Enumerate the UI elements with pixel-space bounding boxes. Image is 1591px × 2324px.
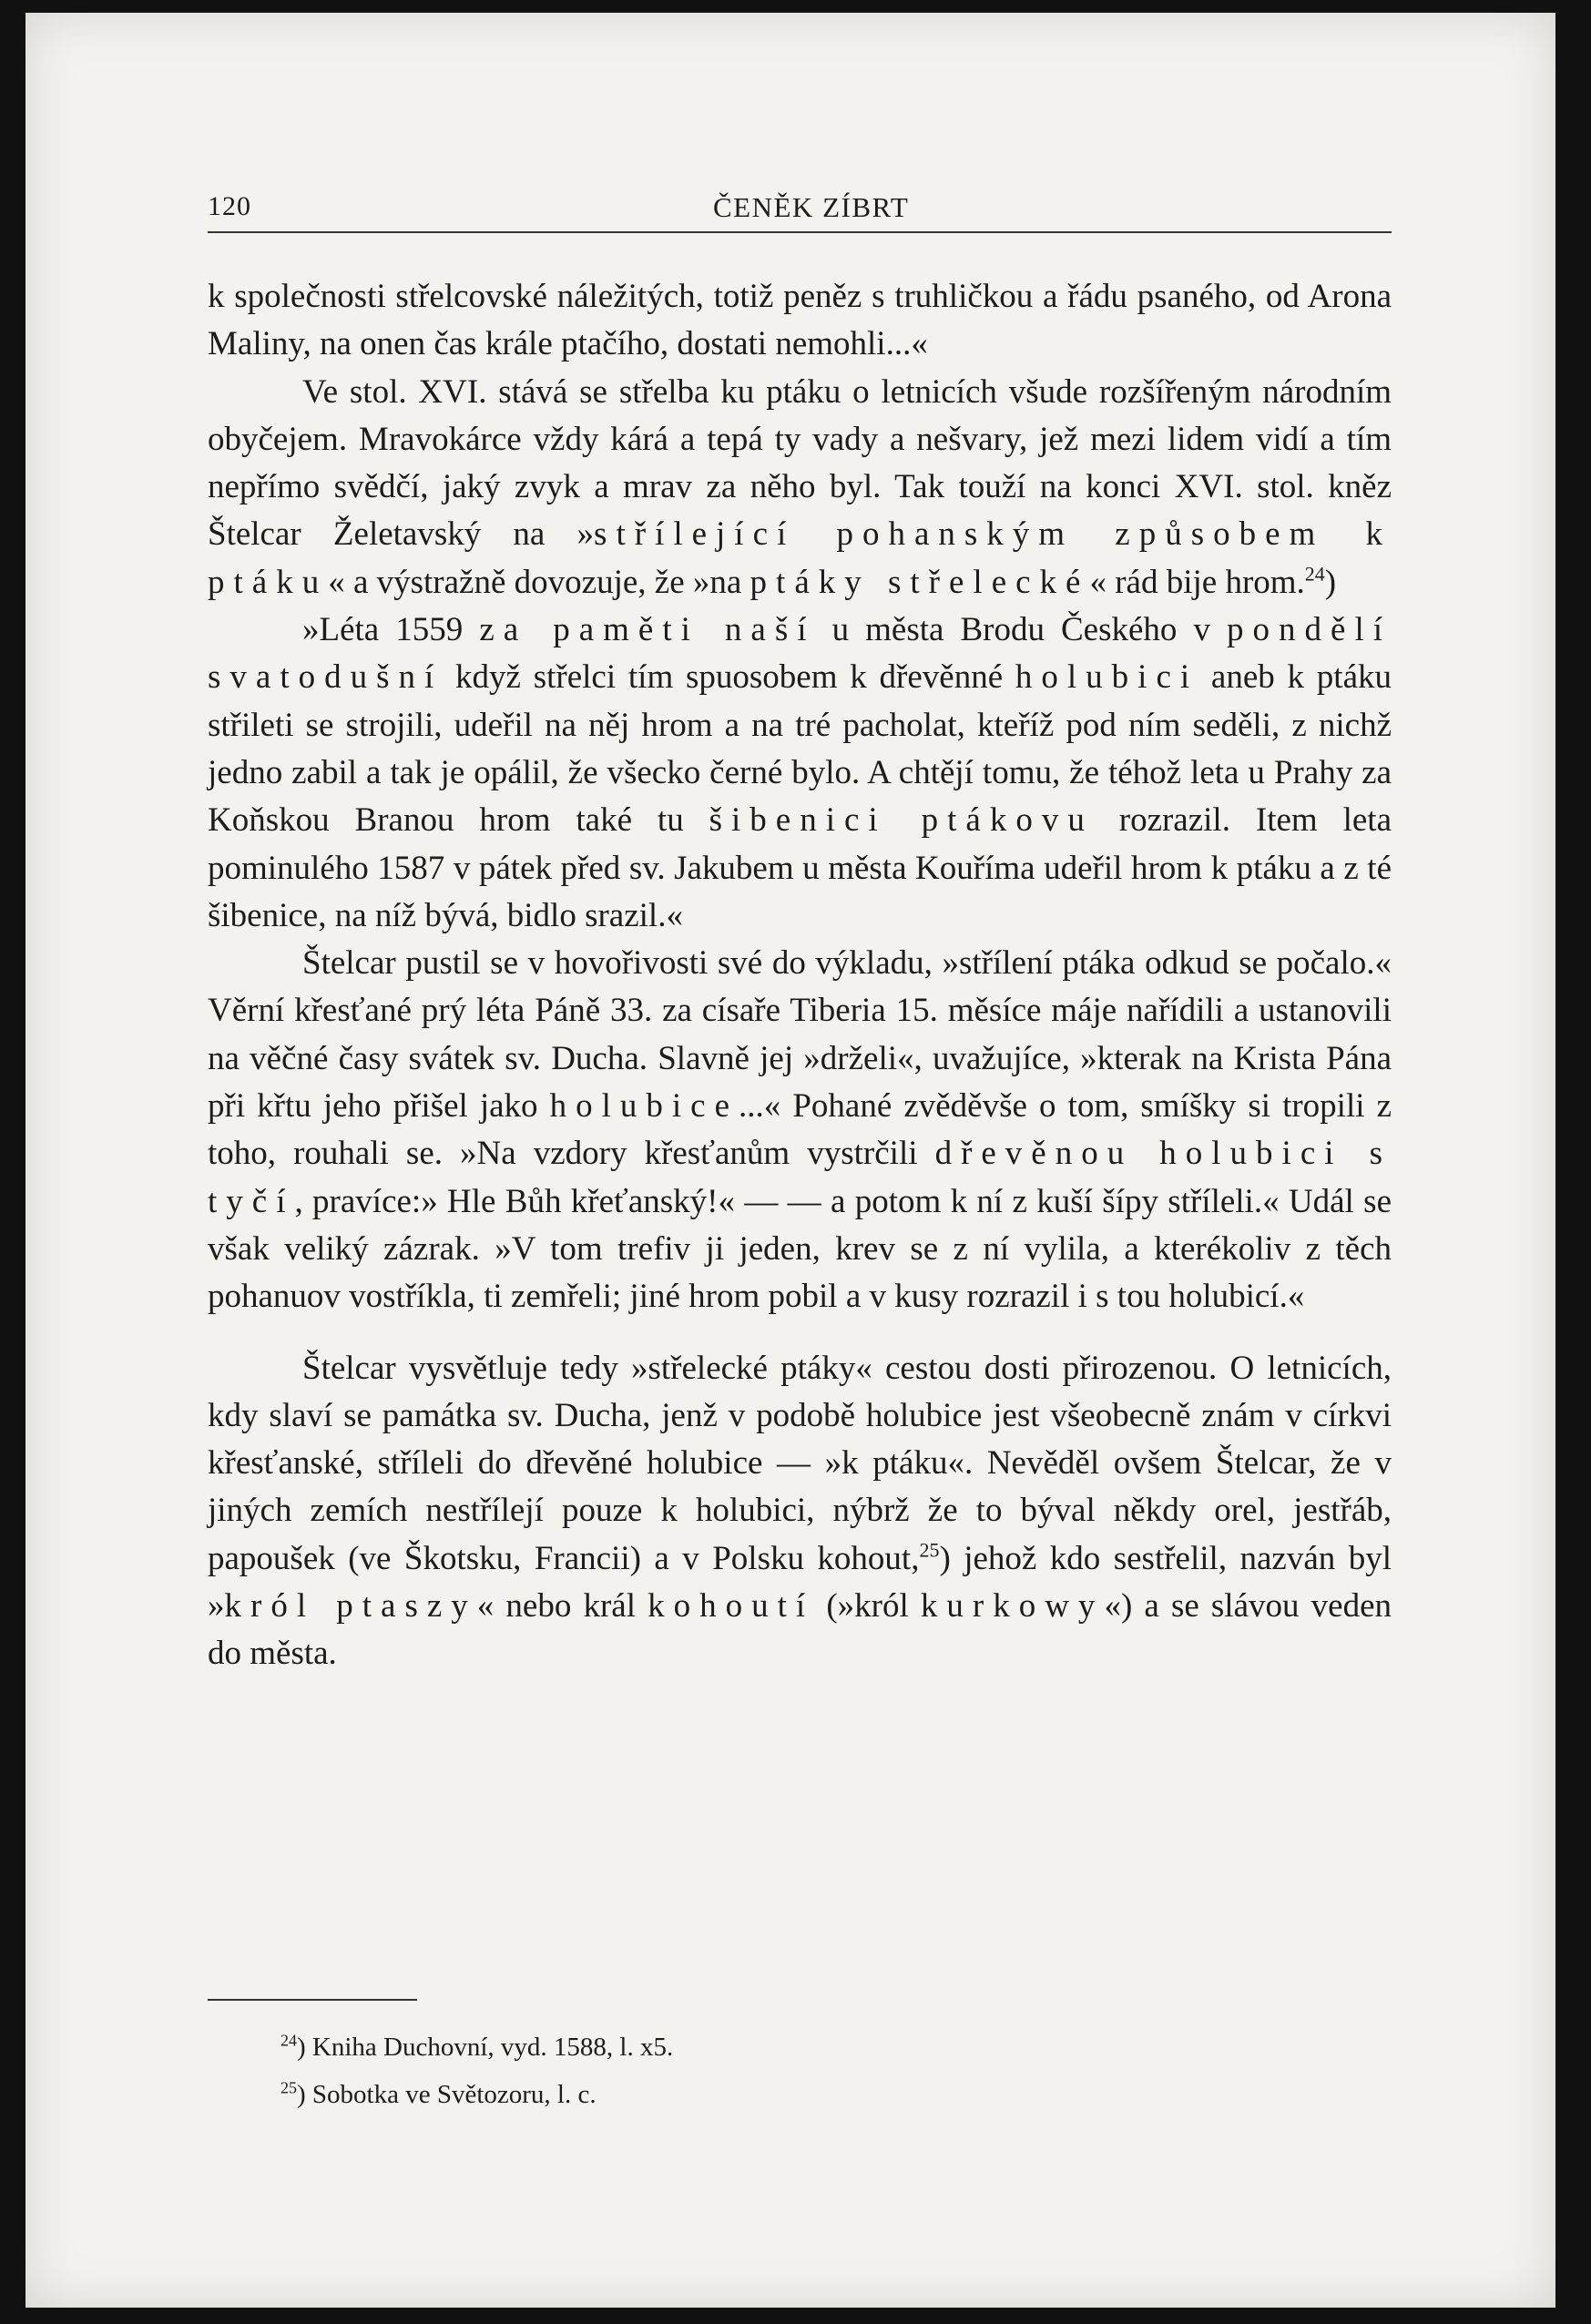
footnote-text: ) Kniha Duchovní, vyd. 1588, l. x5. xyxy=(297,2033,674,2062)
paragraph-text: rozrazil. Item leta pominulého 1587 v pátek před sv. Jakubem u města Kouříma udeřil hrom k ptáku a z té šibenice, na níž bývá, bidlo srazil.« xyxy=(208,801,1392,934)
footnote-24 xyxy=(280,2023,1328,2071)
paragraph-text: « a výstražně dovozuje, že »na xyxy=(328,563,750,601)
spaced-emphasis: kurkowy xyxy=(920,1587,1105,1626)
paragraph-text: Štelcar pustil se v hovořivosti své do výkladu, »střílení ptáka odkud se počalo.« Věrní křesťané prý léta Páně 33. za císaře Tiberia 15. měsíce máje nařídili a ustanovili na věčné časy svátek sv. Ducha. Slavně jej »drželi«, uvažujíce, »kterak na Krista Pána při křtu jeho přišel jako xyxy=(208,944,1392,1126)
paragraph-text: , pravíce:» Hle Bůh křeťanský!« — — a potom k ní z kuší šípy stříleli.« Udál se však veliký zázrak. »V tom trefiv ji jeden, krev se z ní vylila, a kterékoliv z těch pohanuov vostříkla, ti zemřeli; jiné hrom pobil a v kusy rozrazil i s tou holubicí.« xyxy=(208,1182,1392,1316)
paragraph-4 xyxy=(208,940,1392,1320)
paragraph-text: Ve stol. XVI. stává se střelba ku ptáku o letnicích všude rozšířeným národním obyčejem. Mravokárce vždy kárá a tepá ty vady a nešvary, jež mezi lidem vidí a tím nepřímo svědčí, jaký zvyk a mrav za něho byl. Tak touží na konci XVI. stol. kněz Štelcar Želetavský na » xyxy=(208,372,1392,554)
paragraph-text: « nebo král xyxy=(476,1587,648,1626)
page-header xyxy=(208,182,1392,237)
footnote-number: 24 xyxy=(280,2031,297,2050)
paragraph-text: aneb k ptáku střileti se strojili, udeřil na něj hrom a na tré pacholat, kteříž pod ním seděli, z nichž jedno zabil a tak je opálil, že všecko černé bylo. A chtějí tomu, že téhož leta u Prahy za Koňskou Branou hrom také tu xyxy=(208,658,1392,840)
spaced-emphasis: kohoutí xyxy=(648,1587,815,1626)
paragraph-text: (»król xyxy=(814,1587,921,1626)
spaced-emphasis: pondělí svatodušní xyxy=(208,611,1392,697)
paragraph-text: u města Brodu Českého v xyxy=(815,611,1228,649)
spaced-emphasis: střílející pohanským způsobem k ptáku xyxy=(208,515,1392,601)
paragraph-text: Štelcar vysvětluje tedy »střelecké ptáky« cestou dosti přirozenou. O letnicích, kdy slaví se památka sv. Ducha, jenž v podobě holubice jest všeobecně znám v církvi křesťanské, stříleli do dřevěné holubice — »k ptáku«. Nevěděl ovšem Štelcar, že v jiných zemích nestřílejí pouze k holubici, nýbrž že to býval někdy orel, jestřáb, papoušek (ve Škotsku, Francii) a v Polsku kohout, xyxy=(208,1349,1392,1577)
paragraph-text: ) xyxy=(1324,563,1337,601)
body-text xyxy=(208,273,1392,1678)
spaced-emphasis: ptáky střelecké xyxy=(750,563,1090,601)
paragraph-text: když střelci tím spuosobem k dřevěnné xyxy=(443,658,1015,697)
spaced-emphasis: šibenici ptákovu xyxy=(709,801,1094,840)
spaced-emphasis: za paměti naší xyxy=(479,611,816,649)
spaced-emphasis: król ptaszy xyxy=(224,1587,477,1626)
running-title: ČENĚK ZÍBRT xyxy=(713,191,910,223)
paragraph-1 xyxy=(208,273,1392,369)
paragraph-text: « rád bije hrom. xyxy=(1089,563,1305,601)
paragraph-5 xyxy=(208,1345,1392,1678)
paragraph-text: «) a se slávou veden do města. xyxy=(208,1587,1392,1673)
header-rule xyxy=(208,231,1392,233)
spaced-emphasis: holubici xyxy=(1015,658,1199,697)
footnote-reference: 24 xyxy=(1304,562,1325,586)
paragraph-2 xyxy=(208,369,1392,606)
paragraph-text: ...« Pohané zvěděvše o tom, smíšky si tropili z toho, rouhali se. »Na vzdory křesťanům vystrčili xyxy=(208,1087,1392,1173)
footnote-rule xyxy=(208,1999,417,2001)
footnote-25 xyxy=(280,2071,1328,2118)
footnote-text: ) Sobotka ve Světozoru, l. c. xyxy=(297,2080,597,2109)
paragraph-3-quote xyxy=(208,606,1392,940)
footnote-reference: 25 xyxy=(919,1538,940,1562)
paragraph-text: »Léta 1559 xyxy=(302,611,480,649)
spaced-emphasis: holubice xyxy=(549,1087,739,1126)
spaced-emphasis: dřevěnou holubici s tyčí xyxy=(208,1135,1392,1220)
footnotes xyxy=(280,2023,1328,2118)
paragraph-text: ) jehož kdo sestřelil, nazván byl » xyxy=(208,1539,1392,1626)
page-number: 120 xyxy=(208,191,251,221)
paragraph-text: k společnosti střelcovské náležitých, totiž peněz s truhličkou a řádu psaného, od Arona Maliny, na onen čas krále ptačího, dostati nemohli...« xyxy=(208,278,1392,363)
footnote-number: 25 xyxy=(280,2078,297,2097)
